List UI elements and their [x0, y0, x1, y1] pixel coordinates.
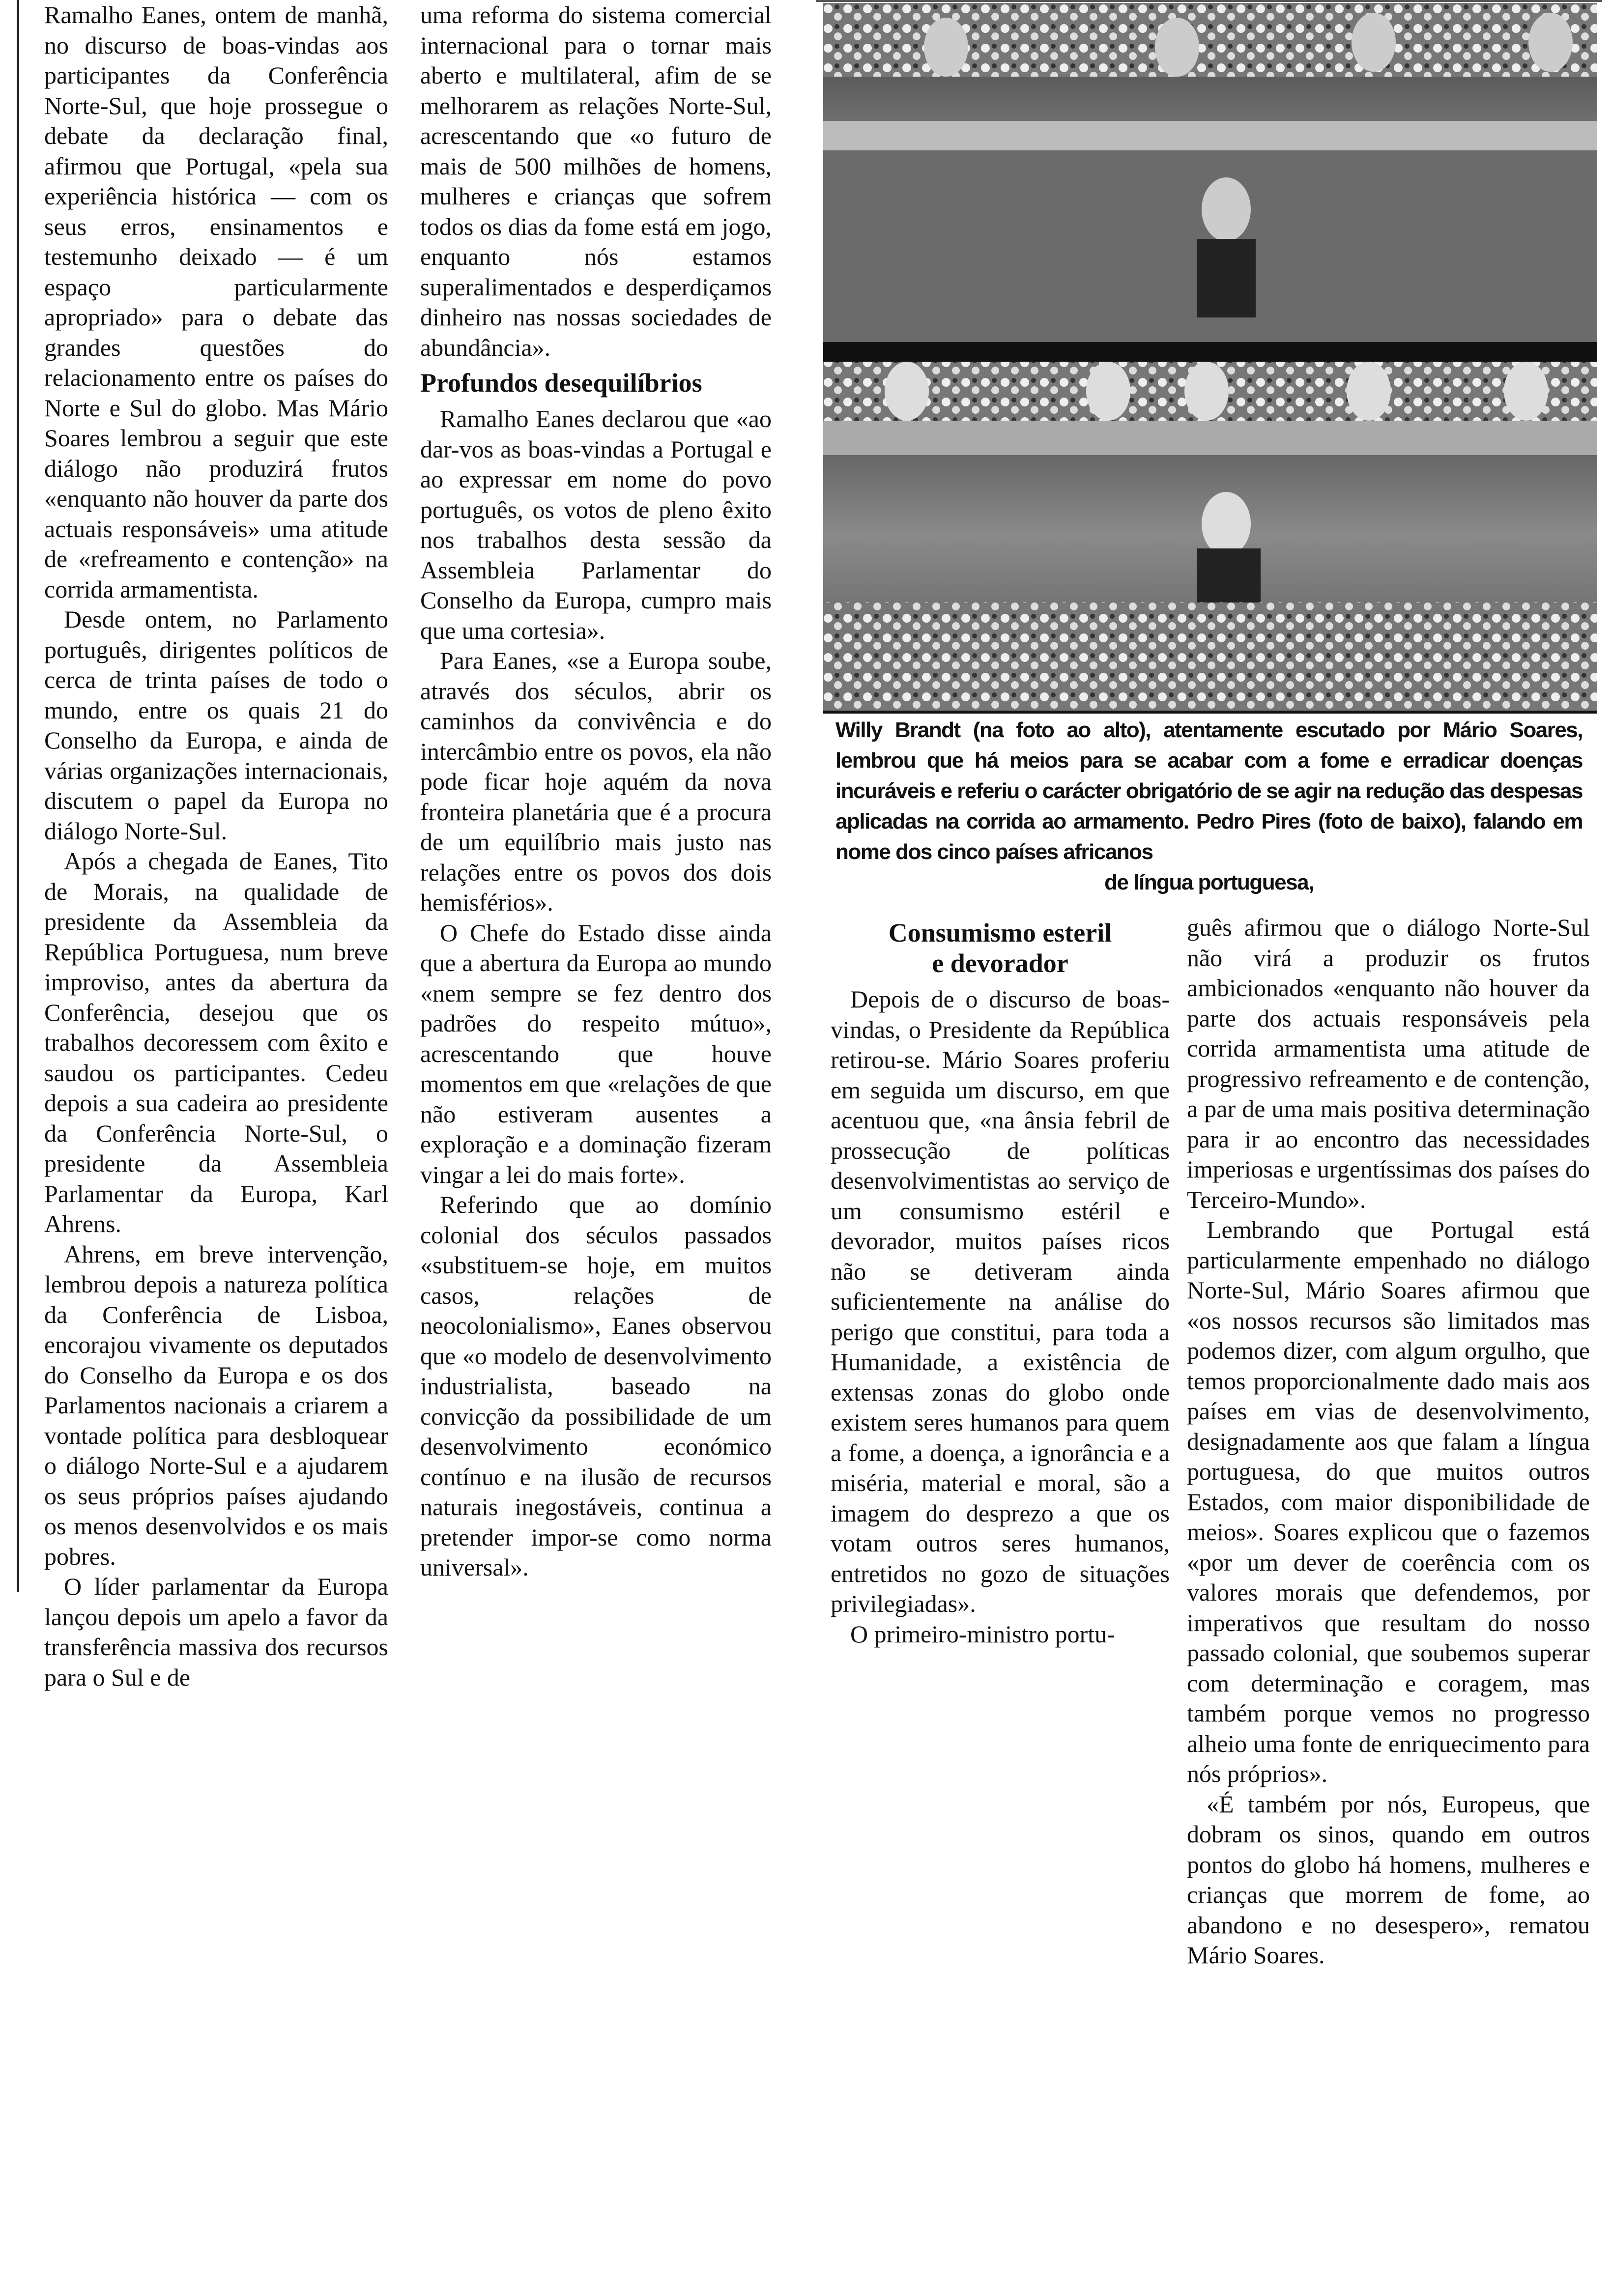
paragraph: Referindo que ao domínio colonial dos séculos passados «substituem-se hoje, em muitos casos, relações de neocolonialismo», Eanes observou que «o modelo de desenvolvimento industrialista, baseado na convicção da possibilidade de um desenvolvimento económico contínuo e na ilusão de recursos naturais inegostáveis, continua a pretender impor-se como norma universal». — [420, 1191, 772, 1581]
lower-columns — [831, 913, 1590, 1971]
paragraph: «É também por nós, Europeus, que dobram os sinos, quando em outros pontos do globo há homens, mulheres e crianças que morrem de fome, ao abandono e no desespero», rematou Mário Soares. — [1187, 1790, 1590, 1969]
paragraph: Para Eanes, «se a Europa soube, através dos séculos, abrir os caminhos da convivência e do intercâmbio entre os povos, ela não pode ficar hoje aquém da nova fronteira planetária que é a procura de um equilíbrio mais justo nas relações entre os povos dos dois hemisférios». — [420, 647, 772, 916]
paragraph: O líder parlamentar da Europa lançou depois um apelo a favor da transferência massiva dos recursos para o Sul e de — [44, 1573, 388, 1691]
article-column-3 — [831, 913, 1170, 1649]
subheading: Profundos desequilíbrios — [420, 368, 702, 398]
subheading-line: e devorador — [932, 948, 1068, 978]
paragraph: uma reforma do sistema comercial internacional para o tornar mais aberto e multilateral, afim de se melhorarem as relações Norte-Sul, acrescentando que «o futuro de mais de 500 milhões de homens, mulheres e crianças que sofrem todos os dias da fome está em jogo, enquanto nós estamos superalimentados e desperdiçamos dinheiro nas nossas sociedades de abundância». — [420, 1, 772, 361]
article-column-4 — [1187, 913, 1590, 1971]
paragraph: O primeiro-ministro portu- — [850, 1620, 1115, 1648]
photo-image — [823, 3, 1597, 711]
paragraph: guês afirmou que o diálogo Norte-Sul não virá a produzir os frutos ambicionados «enquanto não houver da parte dos actuais responsáveis pela corrida armamentista uma atitude de progressivo refreamento e de contenção, a par de uma mais positiva determinação para ir ao encontro das necessidades imperiosas e urgentíssimas dos países do Terceiro-Mundo». — [1187, 914, 1590, 1213]
paragraph: Depois de o discurso de boas-vindas, o Presidente da República retirou-se. Mário Soares proferiu em seguida um discurso, em que acentuou que, «na ânsia febril de prossecução de políticas desenvolvimentistas ao serviço de um consumismo estéril e devorador, muitos países ricos não se detiveram ainda suficientemente na análise do perigo que constitui, para toda a Humanidade, a existência de extensas zonas do globo onde existem seres humanos para quem a fome, a doença, a ignorância e a miséria, material e moral, são a imagem do desprezo a que os votam outros seres humanos, entretidos no gozo de situações privilegiadas». — [831, 985, 1170, 1617]
paragraph: Ramalho Eanes declarou que «ao dar-vos as boas-vindas a Portugal e ao expressar em nome do povo português, os votos de pleno êxito nos trabalhos desta sessão da Assembleia Parlamentar do Conselho da Europa, cumpro mais que uma cortesia». — [420, 405, 772, 644]
subheading-line: Consumismo esteril — [888, 918, 1112, 947]
column-rule — [17, 0, 19, 1592]
caption-text-last: de língua portuguesa, — [1104, 870, 1314, 894]
paragraph: O Chefe do Estado disse ainda que a abertura da Europa ao mundo «nem sempre se fez dentro dos padrões do respeito mútuo», acrescentando que houve momentos em que «relações de que não estiveram ausentes a exploração e a dominação fizeram vingar a lei do mais forte». — [420, 918, 772, 1188]
paragraph: Ahrens, em breve intervenção, lembrou depois a natureza política da Conferência de Lisboa, encorajou vivamente os deputados do Conselho da Europa e os dos Parlamentos nacionais a criarem a vontade política para desbloquear o diálogo Norte-Sul e a ajudarem os seus próprios países ajudando os menos desenvolvidos e os mais pobres. — [44, 1240, 388, 1570]
parliament-photo — [823, 3, 1597, 714]
article-column-2 — [420, 0, 772, 1583]
lower-article-area — [831, 715, 1590, 1971]
paragraph: Após a chegada de Eanes, Tito de Morais, na qualidade de presidente da Assembleia da República Portuguesa, num breve improviso, antes da abertura da Conferência, desejou que os trabalhos decoressem com êxito e saudou os participantes. Cedeu depois a sua cadeira ao presidente da Conferência Norte-Sul, o presidente da Assembleia Parlamentar da Europa, Karl Ahrens. — [44, 847, 388, 1237]
article-column-1 — [44, 0, 388, 1693]
caption-text: Willy Brandt (na foto ao alto), atentamente escutado por Mário Soares, lembrou que há meios para se acabar com a fome e erradicar doenças incuráveis e referiu o carácter obrigatório de se agir na redução das despesas aplicadas na corrida ao armamento. Pedro Pires (foto de baixo), falando em nome dos cinco países africanos — [835, 718, 1583, 864]
top-rule — [816, 0, 1602, 2]
photo-caption — [835, 715, 1583, 898]
paragraph: Ramalho Eanes, ontem de manhã, no discurso de boas-vindas aos participantes da Conferência Norte-Sul, que hoje prossegue o debate da declaração final, afirmou que Portugal, «pela sua experiência histórica — com os seus erros, ensinamentos e testemunho deixado — é um espaço particularmente apropriado» para o debate das grandes questões do relacionamento entre os países do Norte e Sul do globo. Mas Mário Soares lembrou a seguir que este diálogo não produzirá frutos «enquanto não houver da parte dos actuais responsáveis» uma atitude de «refreamento e contenção» na corrida armamentista. — [44, 1, 388, 603]
subheading — [831, 918, 1170, 978]
paragraph: Desde ontem, no Parlamento português, dirigentes políticos de cerca de trinta países de todo o mundo, entre os quais 21 do Conselho da Europa, e ainda de várias organizações internacionais, discutem o papel da Europa no diálogo Norte-Sul. — [44, 605, 388, 845]
paragraph: Lembrando que Portugal está particularmente empenhado no diálogo Norte-Sul, Mário Soares afirmou que «os nossos recursos são limitados mas podemos dizer, com algum orgulho, que temos proporcionalmente dado mais aos países em vias de desenvolvimento, designadamente aos que falam a língua portuguesa, do que muitos outros Estados, com maior disponibilidade de meios». Soares explicou que o fazemos «por um dever de coerência com os valores morais que defendemos, por imperativos que resultam do nosso passado colonial, que soubemos superar com determinação e coragem, mas também porque vemos no progresso alheio uma fonte de enriquecimento para nós próprios». — [1187, 1216, 1590, 1787]
